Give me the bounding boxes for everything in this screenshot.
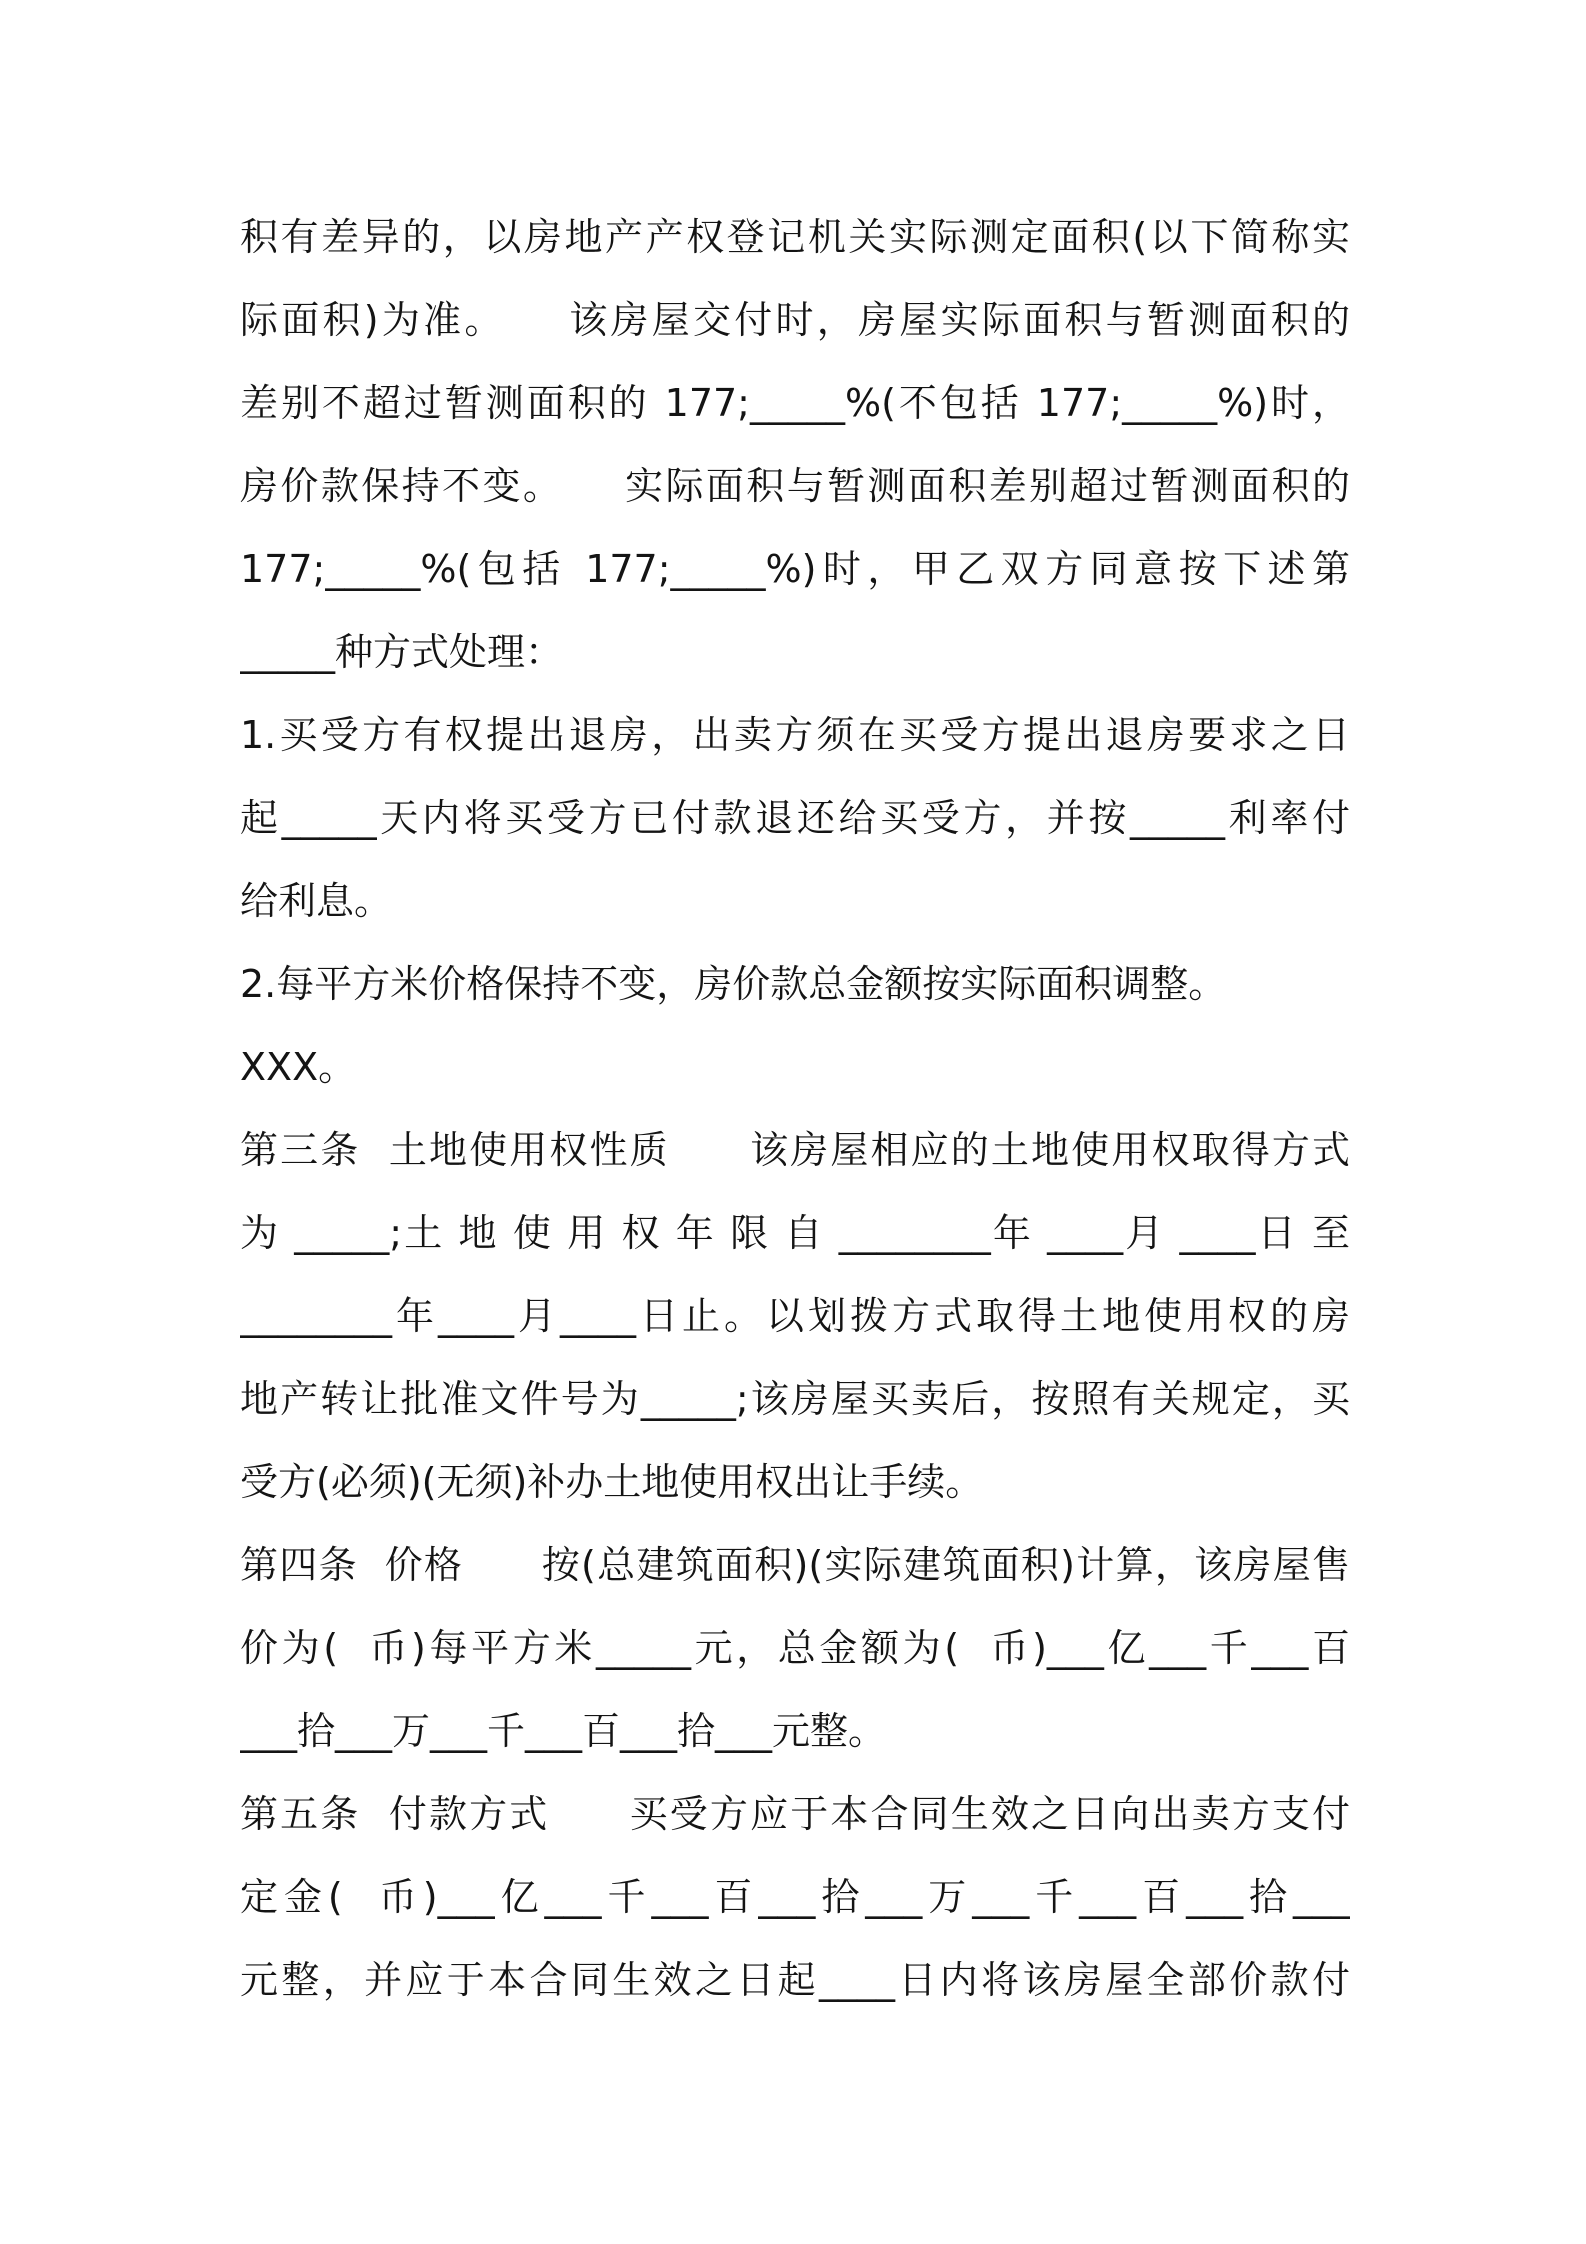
text-line: ___拾___万___千___百___拾___元整。 (240, 1709, 887, 1753)
text-line: 差别不超过暂测面积的 177;_____%(不包括 177;_____%)时， (240, 381, 1350, 425)
text-line: 1.买受方有权提出退房，出卖方须在买受方提出退房要求之日 (240, 713, 1350, 757)
text-line: 为 _____;土 地 使 用 权 年 限 自 ________年 ____月 ____日 至 (240, 1211, 1350, 1255)
text-line: 起_____天内将买受方已付款退还给买受方，并按_____利率付 (240, 796, 1350, 840)
text-line: 元整，并应于本合同生效之日起____日内将该房屋全部价款付 (240, 1958, 1350, 2002)
contract-text-block (240, 196, 1350, 2022)
text-line: 2.每平方米价格保持不变，房价款总金额按实际面积调整。 (240, 962, 1227, 1006)
text-line: _____种方式处理： (240, 630, 564, 674)
text-line: 第四条 价格 按(总建筑面积)(实际建筑面积)计算，该房屋售 (240, 1543, 1350, 1587)
text-line: 积有差异的，以房地产产权登记机关实际测定面积(以下简称实 (240, 215, 1350, 259)
text-line: 第五条 付款方式 买受方应于本合同生效之日向出卖方支付 (240, 1792, 1350, 1836)
text-line: 地产转让批准文件号为_____;该房屋买卖后，按照有关规定，买 (240, 1377, 1350, 1421)
text-line: 第三条 土地使用权性质 该房屋相应的土地使用权取得方式 (240, 1128, 1350, 1172)
text-line: 定金( 币)___亿___千___百___拾___万___千___百___拾___ (240, 1875, 1350, 1919)
text-line: 177;_____%(包括 177;_____%)时，甲乙双方同意按下述第 (240, 547, 1350, 591)
text-line: 受方(必须)(无须)补办土地使用权出让手续。 (240, 1460, 984, 1504)
text-line: 际面积)为准。 该房屋交付时，房屋实际面积与暂测面积的 (240, 298, 1350, 342)
text-line: 价为( 币)每平方米_____元，总金额为( 币)___亿___千___百 (240, 1626, 1350, 1670)
text-line: ________年____月____日止。以划拨方式取得土地使用权的房 (240, 1294, 1350, 1338)
text-line: 房价款保持不变。 实际面积与暂测面积差别超过暂测面积的 (240, 464, 1350, 508)
text-line: 给利息。 (240, 879, 393, 923)
text-line: XXX。 (240, 1045, 357, 1089)
